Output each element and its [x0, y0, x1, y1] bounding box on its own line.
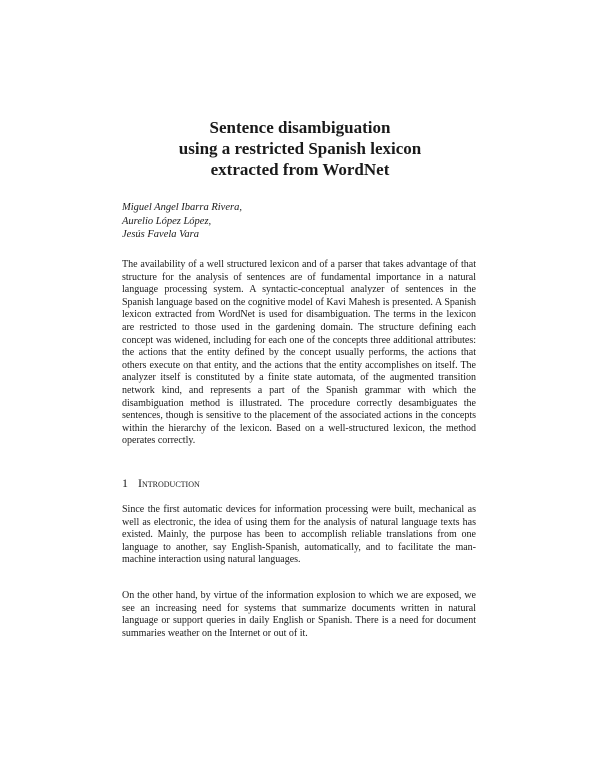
title-line-3: extracted from WordNet	[210, 160, 390, 179]
body-paragraph: On the other hand, by virtue of the information explosion to which we are exposed, we see an increasing need for systems that summarize documents written in natural language or support queries in daily English or Spanish. There is a need for document summaries weather on the Internet or out of it.	[122, 590, 476, 639]
author-name: Jesús Favela Vara	[122, 229, 199, 240]
author-name: Miguel Angel Ibarra Rivera,	[122, 202, 242, 213]
title-line-1: Sentence disambiguation	[209, 118, 391, 137]
section-number: 1	[122, 476, 128, 490]
title-line-2: using a restricted Spanish lexicon	[178, 139, 422, 158]
body-paragraph: Since the first automatic devices for information processing were built, mechanical as well as electronic, the idea of using them for the analysis of natural language texts has existed. Mainly, the purpose has been to accomplish reliable translations from one language to another, say English-Spanish, automatically, and to facilitate the man-machine interaction using natural languages.	[122, 504, 476, 566]
section-heading	[122, 476, 200, 490]
author-list	[122, 201, 242, 242]
author-name: Aurelio López López,	[122, 215, 212, 227]
section-title: Introduction	[138, 476, 200, 490]
paper-title	[0, 117, 600, 180]
abstract-text: The availability of a well structured lexicon and of a parser that takes advantage of that structure for the analysis of sentences are of fundamental importance in a natural language processing system. A syntactic-conceptual analyzer of sentences in the Spanish language based on the cognitive model of Kavi Mahesh is presented. A Spanish lexicon extracted from WordNet is used for disambiguation. The terms in the lexicon are restricted to those used in the gardening domain. The structure defining each concept was widened, including for each one of the concepts three additional attributes: the actions that the entity defined by the concept usually performs, the actions that others execute on that entity, and the actions that the entity accomplishes on itself. The analyzer itself is constituted by a finite state automata, of the augmented transition network kind, and represents a part of the Spanish grammar with which the disambiguation method is illustrated. The procedure correctly desambiguates the sentences, though is sensitive to the placement of the associated actions in the concepts within the hierarchy of the lexicon. Based on a well-structured lexicon, the method operates correctly.	[122, 259, 476, 447]
